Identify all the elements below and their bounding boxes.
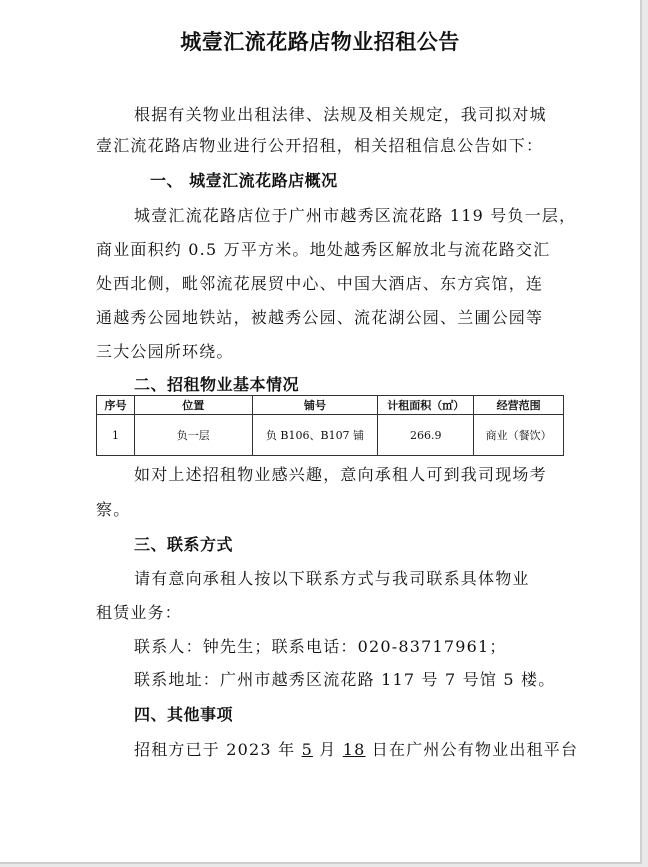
cell-no: 1 bbox=[97, 415, 135, 456]
section-1-line-1: 城壹汇流花路店位于广州市越秀区流花路 119 号负一层， bbox=[134, 206, 577, 225]
contact-line: 联系人：钟先生；联系电话：020-83717961； bbox=[134, 637, 507, 656]
date-month: 5 bbox=[301, 740, 313, 759]
section-3-heading: 三、联系方式 bbox=[134, 535, 234, 554]
date-month-unit: 月 bbox=[312, 740, 343, 759]
document-title: 城壹汇流花路店物业招租公告 bbox=[180, 30, 460, 54]
intro-line-1: 根据有关物业出租法律、法规及相关规定，我司拟对城 bbox=[134, 105, 547, 124]
section-4-heading: 四、其他事项 bbox=[134, 705, 234, 724]
table-row bbox=[97, 415, 564, 456]
section-4-line-1 bbox=[134, 737, 578, 760]
intro-line-2: 壹汇流花路店物业进行公开招租，相关招租信息公告如下： bbox=[96, 136, 544, 155]
date-suffix: 日在广州公有物业出租平台 bbox=[365, 740, 579, 759]
table-header-row bbox=[97, 396, 564, 415]
col-header-no: 序号 bbox=[97, 396, 135, 415]
col-header-location: 位置 bbox=[134, 396, 252, 415]
section-1-line-4: 通越秀公园地铁站，被越秀公园、流花湖公园、兰圃公园等 bbox=[96, 308, 544, 327]
cell-unit: 负 B106、B107 铺 bbox=[252, 415, 378, 456]
section-3-line-2: 租赁业务： bbox=[96, 603, 183, 622]
cell-location: 负一层 bbox=[134, 415, 252, 456]
cell-scope: 商业（餐饮） bbox=[474, 415, 564, 456]
col-header-area: 计租面积（㎡） bbox=[378, 396, 474, 415]
section-2-heading: 二、招租物业基本情况 bbox=[134, 375, 300, 394]
section-1-heading: 一、 城壹汇流花路店概况 bbox=[150, 171, 338, 190]
col-header-scope: 经营范围 bbox=[474, 396, 564, 415]
section-1-line-2: 商业面积约 0.5 万平方米。地处越秀区解放北与流花路交汇 bbox=[96, 240, 551, 259]
section-1-line-3: 处西北侧，毗邻流花展贸中心、中国大酒店、东方宾馆，连 bbox=[96, 274, 544, 293]
section-3-line-1: 请有意向承租人按以下联系方式与我司联系具体物业 bbox=[134, 569, 530, 588]
col-header-unit: 铺号 bbox=[252, 396, 378, 415]
section-1-line-5: 三大公园所环绕。 bbox=[96, 342, 234, 361]
section-2-after-line-2: 察。 bbox=[96, 500, 131, 519]
section-2-after-line-1: 如对上述招租物业感兴趣，意向承租人可到我司现场考 bbox=[134, 465, 547, 484]
date-day: 18 bbox=[342, 740, 366, 759]
cell-area: 266.9 bbox=[378, 415, 474, 456]
date-prefix: 招租方已于 2023 年 bbox=[134, 740, 302, 759]
address-line: 联系地址：广州市越秀区流花路 117 号 7 号馆 5 楼。 bbox=[134, 670, 556, 689]
rental-table bbox=[96, 395, 564, 456]
